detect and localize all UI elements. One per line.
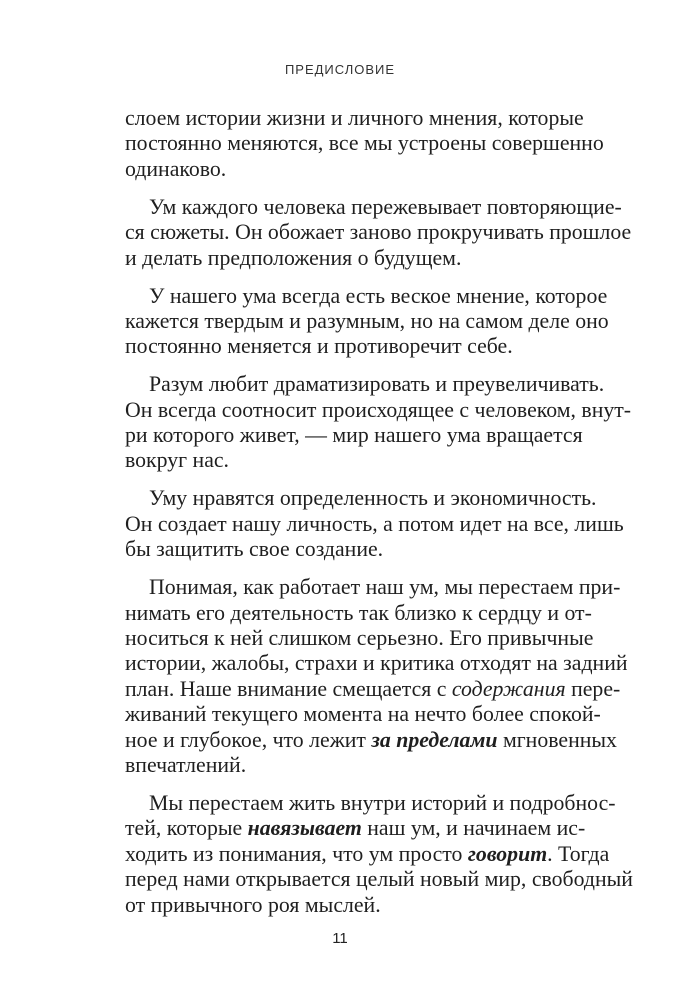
italic-emphasis: содержания <box>451 676 566 701</box>
text-line <box>125 600 592 626</box>
text-segment: Понимая, как работает наш ум, мы перестаем при- <box>149 575 621 600</box>
text-line <box>125 575 621 600</box>
text-segment: мгновенных <box>497 727 617 752</box>
text-segment: постоянно меняется и противоречит себе. <box>125 334 513 359</box>
text-segment: . Тогда <box>547 841 610 866</box>
page-number: 11 <box>332 930 348 947</box>
text-segment: слоем истории жизни и личного мнения, которые <box>125 106 584 130</box>
text-line <box>125 537 558 562</box>
text-segment: носиться к ней слишком серьезно. Его привычные <box>125 626 594 650</box>
text-line <box>125 157 558 182</box>
text-segment: одинаково. <box>125 156 227 181</box>
text-segment: перед нами открывается целый новый мир, свободный <box>125 867 633 892</box>
text-segment: нимать его деятельность так близко к сердцу и от- <box>125 600 592 625</box>
text-line <box>125 702 601 727</box>
text-segment: У нашего ума всегда есть веское мнение, которое <box>149 283 608 308</box>
text-segment: Ум каждого человека пережевывает повторяющие- <box>149 194 622 219</box>
text-segment: ходить из понимания, что ум просто <box>125 841 468 866</box>
text-line <box>125 867 633 892</box>
paragraph <box>125 194 632 271</box>
paragraph <box>125 106 604 182</box>
text-segment: Мы перестаем жить внутри историй и подробнос- <box>149 790 616 815</box>
text-segment: ное и глубокое, что лежит <box>125 727 372 752</box>
text-line <box>125 283 608 309</box>
text-segment: живаний текущего момента на нечто более спокой- <box>125 702 601 727</box>
text-segment: вокруг нас. <box>125 448 229 473</box>
text-segment: пере- <box>565 676 621 701</box>
text-line <box>125 651 628 676</box>
text-segment: и делать предположения о будущем. <box>125 245 462 270</box>
text-line <box>125 790 616 816</box>
text-line <box>125 893 558 918</box>
text-line <box>125 816 586 841</box>
text-segment: ри которого живет, — мир нашего ума вращается <box>125 423 583 448</box>
text-line <box>125 448 558 473</box>
text-line <box>125 511 624 537</box>
text-segment: Он всегда соотносит происходящее с человеком, внут- <box>125 397 632 422</box>
text-line <box>125 626 594 651</box>
text-segment: ся сюжеты. Он обожает заново прокручивать прошлое <box>125 220 632 245</box>
bold-italic-emphasis: говорит <box>467 841 548 866</box>
text-line <box>125 131 604 156</box>
paragraph <box>125 486 624 562</box>
text-segment: Разум любит драматизировать и преувеличивать. <box>149 372 605 397</box>
text-line <box>125 372 605 397</box>
paragraph <box>125 575 628 778</box>
text-line <box>125 841 610 867</box>
text-segment: Уму нравятся определенность и экономичность. <box>149 486 597 511</box>
text-segment: впечатлений. <box>125 752 247 777</box>
text-line <box>125 194 622 220</box>
text-segment: план. Наше внимание смещается с <box>125 676 452 701</box>
text-segment: Он создает нашу личность, а потом идет на все, лишь <box>125 511 624 536</box>
bold-italic-emphasis: навязывает <box>247 816 362 841</box>
text-line <box>125 423 583 448</box>
body-text <box>125 106 633 918</box>
text-segment: бы защитить свое создание. <box>125 537 384 562</box>
text-segment: постоянно меняются, все мы устроены совершенно <box>125 131 604 156</box>
text-line <box>125 220 632 245</box>
text-segment: кажется твердым и разумным, но на самом деле оно <box>125 308 609 333</box>
text-segment: истории, жалобы, страхи и критика отходят на задний <box>125 651 628 676</box>
text-line <box>125 106 584 131</box>
text-segment: тей, которые <box>125 816 248 841</box>
text-line <box>125 753 558 778</box>
text-line <box>125 486 597 511</box>
text-line <box>125 308 609 334</box>
text-line <box>125 246 558 271</box>
text-line <box>125 334 558 359</box>
text-line <box>125 676 621 702</box>
paragraph <box>125 283 609 360</box>
paragraph <box>125 790 633 918</box>
paragraph <box>125 372 632 474</box>
text-segment: от привычного роя мыслей. <box>125 892 381 917</box>
text-line <box>125 727 617 753</box>
text-segment: наш ум, и начинаем ис- <box>361 816 586 841</box>
text-line <box>125 397 632 423</box>
running-header: ПРЕДИСЛОВИЕ <box>284 62 396 77</box>
bold-italic-emphasis: за пределами <box>371 727 498 752</box>
